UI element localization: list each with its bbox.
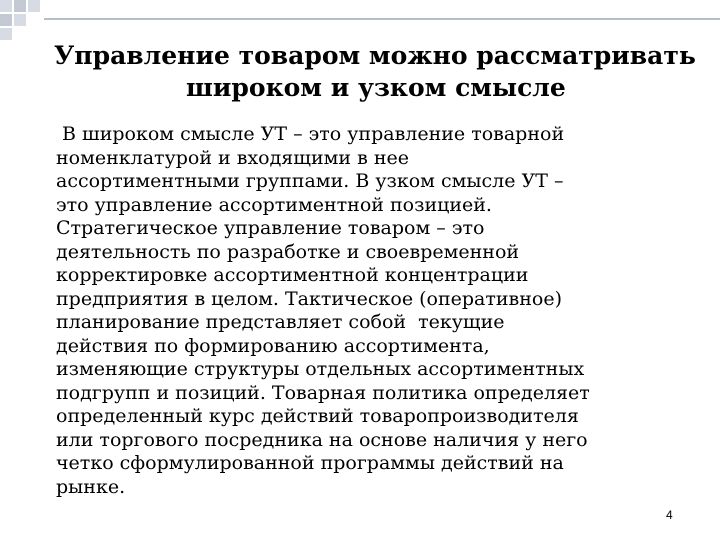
deco-square bbox=[14, 14, 26, 26]
deco-square bbox=[28, 0, 40, 12]
body-line: рынке. bbox=[56, 475, 126, 498]
top-rule bbox=[44, 18, 720, 20]
body-line: действия по формированию ассортимента, bbox=[56, 334, 490, 357]
body-line: определенный курс действий товаропроизводителя bbox=[56, 405, 579, 427]
deco-square bbox=[0, 14, 12, 26]
body-line: корректировке ассортиментной концентрации bbox=[56, 264, 529, 286]
body-line: предприятия в целом. Тактическое (оперативное) bbox=[56, 287, 562, 310]
body-line: планирование представляет собой текущие bbox=[56, 311, 505, 333]
body-line: это управление ассортиментной позицией. bbox=[56, 193, 492, 216]
deco-square bbox=[0, 0, 12, 12]
body-line: ассортиментными группами. В узком смысле УТ – bbox=[56, 170, 564, 192]
body-line: подгрупп и позиций. Товарная политика определяет bbox=[56, 381, 590, 404]
deco-square bbox=[0, 28, 12, 40]
body-line: изменяющие структуры отдельных ассортиментных bbox=[56, 358, 585, 380]
slide-title-line-2: широком и узком смысле bbox=[186, 73, 566, 102]
body-line: В широком смысле УТ – это управление товарной bbox=[56, 123, 565, 145]
body-line: четко сформулированной программы действий на bbox=[56, 452, 564, 474]
body-line: или торгового посредника на основе наличия у него bbox=[56, 428, 588, 451]
page-number: 4 bbox=[666, 508, 673, 522]
body-line: деятельность по разработке и своевременной bbox=[56, 240, 520, 263]
body-line: Стратегическое управление товаром – это bbox=[56, 217, 485, 239]
slide-body-text bbox=[56, 123, 716, 499]
deco-square bbox=[14, 0, 26, 12]
slide-title-line-1: Управление товаром можно рассматривать bbox=[54, 41, 696, 70]
slide-title bbox=[40, 40, 720, 104]
body-line: номенклатурой и входящими в нее bbox=[56, 146, 409, 169]
